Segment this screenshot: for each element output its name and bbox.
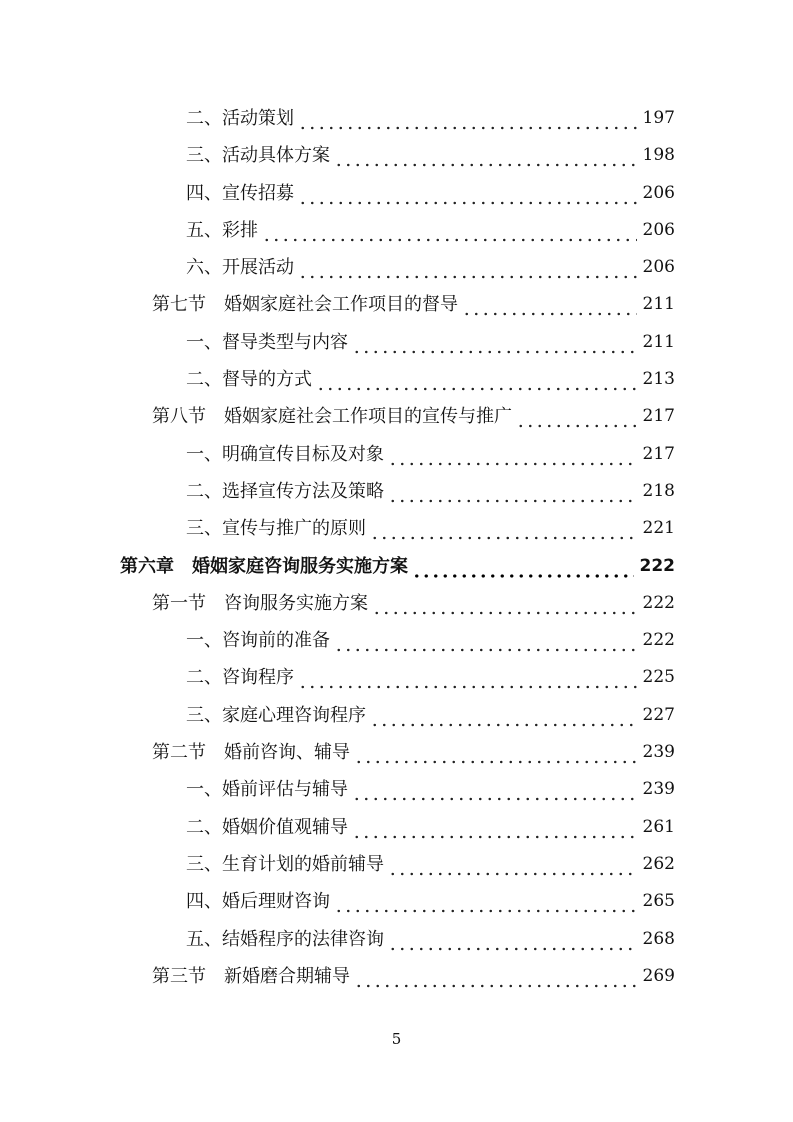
toc-entry: [0, 100, 793, 137]
dot-leader: [370, 697, 637, 734]
dot-leader: [316, 361, 637, 398]
toc-chapter-entry: [0, 548, 793, 585]
toc-entry-page: 211: [642, 294, 675, 315]
toc-entry-title: 二、督导的方式: [186, 369, 312, 391]
toc-entry: [0, 436, 793, 473]
dot-leader: [334, 622, 637, 659]
toc-entry-page: 206: [642, 182, 675, 203]
dot-leader: [298, 175, 637, 212]
dot-leader: [298, 249, 637, 286]
toc-entry-page: 265: [642, 891, 675, 912]
toc-entry-page: 222: [642, 630, 675, 651]
toc-entry: [0, 809, 793, 846]
toc-entry-title: 一、明确宣传目标及对象: [186, 443, 384, 465]
toc-entry-page: 268: [642, 928, 675, 949]
toc-entry-page: 197: [642, 108, 675, 128]
toc-entry: [0, 361, 793, 398]
toc-entry: [0, 212, 793, 249]
toc-entry-title: 四、婚后理财咨询: [186, 891, 330, 913]
dot-leader: [388, 846, 637, 883]
toc-entry-title: 第二节 婚前咨询、辅导: [152, 742, 350, 764]
toc-entry-title: 二、活动策划: [186, 108, 294, 129]
toc-entry: [0, 137, 793, 174]
toc-entry-page: 218: [642, 480, 675, 501]
toc-entry-title: 一、咨询前的准备: [186, 630, 330, 652]
toc-entry-page: 269: [642, 965, 675, 986]
toc-entry: [0, 622, 793, 659]
dot-leader: [462, 286, 637, 323]
toc-entry-page: 198: [642, 145, 675, 166]
toc-entry-title: 第三节 新婚磨合期辅导: [152, 965, 350, 987]
dot-leader: [388, 921, 637, 958]
toc-entry-page: 222: [642, 592, 675, 613]
toc-section-entry: [0, 958, 793, 995]
page-number: 5: [391, 1030, 402, 1048]
dot-leader: [334, 137, 637, 174]
dot-leader: [412, 548, 634, 585]
toc-entry-page: 211: [642, 331, 675, 352]
toc-entry-title: 三、家庭心理咨询程序: [186, 704, 366, 726]
toc-entry-page: 206: [642, 257, 675, 278]
toc-entry-title: 第八节 婚姻家庭社会工作项目的宣传与推广: [152, 406, 512, 428]
toc-entry-title: 第一节 咨询服务实施方案: [152, 592, 368, 614]
dot-leader: [298, 659, 637, 696]
toc-section-entry: [0, 734, 793, 771]
toc-entry-title: 一、婚前评估与辅导: [186, 779, 348, 801]
toc-entry-title: 第七节 婚姻家庭社会工作项目的督导: [152, 294, 458, 316]
toc-entry-title: 六、开展活动: [186, 257, 294, 279]
toc-entry: [0, 510, 793, 547]
dot-leader: [516, 398, 637, 435]
toc-entry-page: 261: [642, 816, 675, 837]
toc-entry: [0, 659, 793, 696]
dot-leader: [352, 324, 637, 361]
toc-entry-page: 262: [642, 853, 675, 874]
dot-leader: [354, 958, 637, 995]
toc-entry-page: 217: [642, 443, 675, 464]
dot-leader: [388, 436, 637, 473]
dot-leader: [388, 473, 637, 510]
toc-entry-page: 239: [642, 742, 675, 763]
table-of-contents: [0, 100, 793, 995]
toc-entry: [0, 249, 793, 286]
toc-entry-page: 221: [642, 518, 675, 539]
toc-entry: [0, 771, 793, 808]
toc-entry-title: 二、婚姻价值观辅导: [186, 816, 348, 838]
toc-entry-page: 227: [642, 704, 675, 725]
toc-entry-page: 206: [642, 219, 675, 240]
dot-leader: [298, 100, 637, 137]
dot-leader: [334, 883, 637, 920]
toc-entry: [0, 324, 793, 361]
toc-entry-title: 三、生育计划的婚前辅导: [186, 853, 384, 875]
toc-entry-page: 213: [642, 369, 675, 390]
dot-leader: [370, 510, 637, 547]
toc-entry-title: 第六章 婚姻家庭咨询服务实施方案: [120, 555, 408, 577]
toc-section-entry: [0, 286, 793, 323]
dot-leader: [372, 585, 637, 622]
toc-entry: [0, 175, 793, 212]
dot-leader: [352, 809, 637, 846]
toc-entry: [0, 883, 793, 920]
toc-entry-title: 一、督导类型与内容: [186, 331, 348, 353]
toc-entry: [0, 921, 793, 958]
toc-entry-page: 239: [642, 779, 675, 800]
dot-leader: [354, 734, 637, 771]
toc-entry-page: 217: [642, 406, 675, 427]
toc-entry: [0, 846, 793, 883]
toc-entry-page: 225: [642, 667, 675, 688]
toc-entry-title: 五、结婚程序的法律咨询: [186, 928, 384, 950]
toc-section-entry: [0, 585, 793, 622]
dot-leader: [352, 771, 637, 808]
toc-section-entry: [0, 398, 793, 435]
dot-leader: [262, 212, 637, 249]
toc-entry-title: 二、咨询程序: [186, 667, 294, 689]
toc-entry-title: 二、选择宣传方法及策略: [186, 480, 384, 502]
toc-entry-title: 四、宣传招募: [186, 182, 294, 204]
toc-entry-title: 三、宣传与推广的原则: [186, 518, 366, 540]
toc-entry-page: 222: [639, 555, 675, 576]
toc-entry-title: 三、活动具体方案: [186, 145, 330, 167]
toc-entry: [0, 697, 793, 734]
toc-entry-title: 五、彩排: [186, 219, 258, 241]
toc-entry: [0, 473, 793, 510]
